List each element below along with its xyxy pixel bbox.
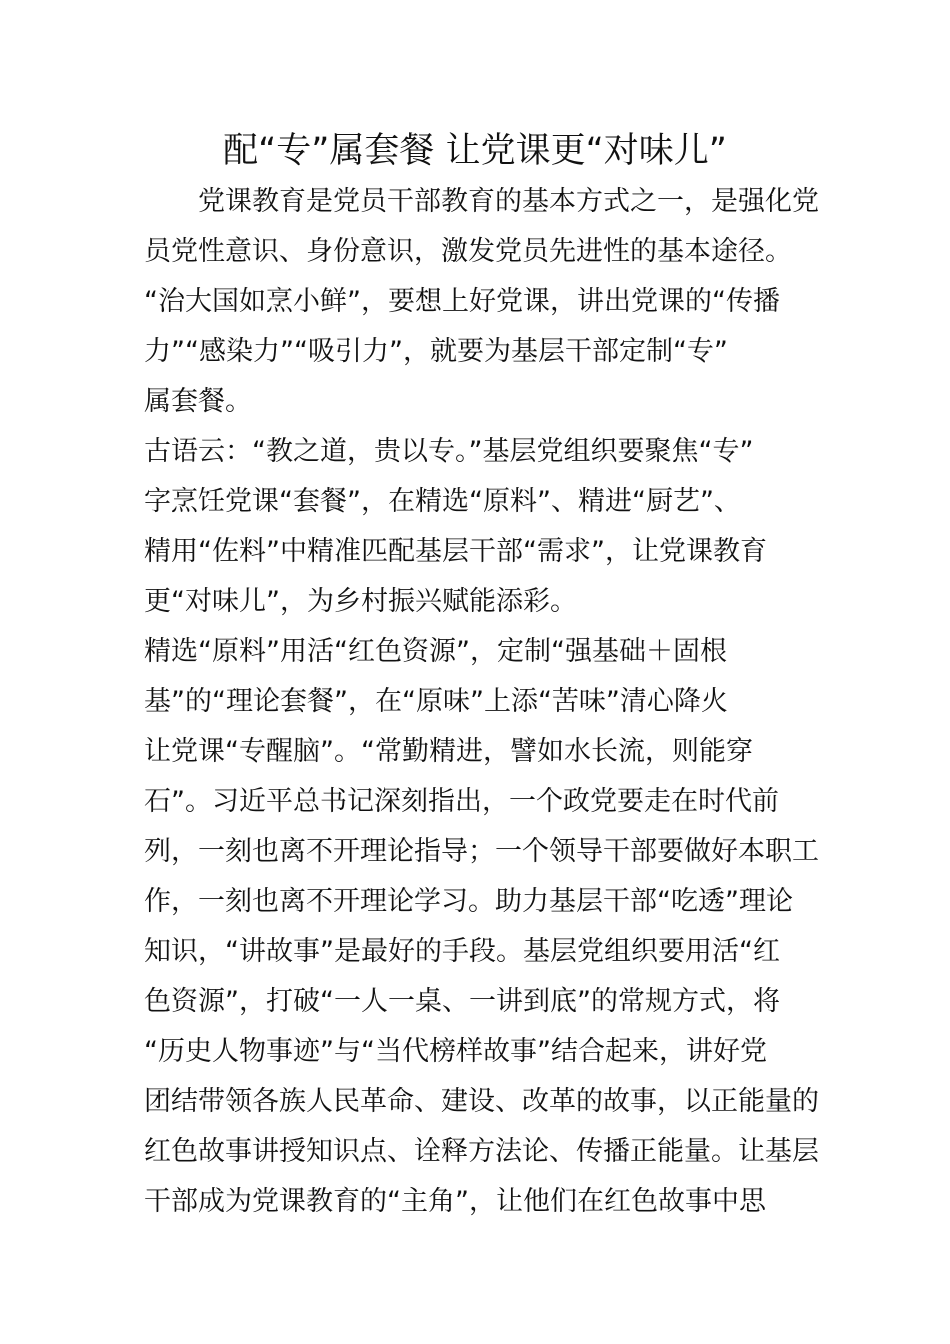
text-line: 属套餐。 [144, 386, 252, 417]
text-line: 团结带领各族人民革命、建设、改革的故事，以正能量的 [144, 1086, 819, 1117]
text-line: 干部成为党课教育的“主角”，让他们在红色故事中思 [144, 1186, 766, 1217]
text-line: 作，一刻也离不开理论学习。助力基层干部“吃透”理论 [144, 886, 793, 917]
text-line: “治大国如烹小鲜”，要想上好党课，讲出党课的“传播 [144, 286, 780, 317]
text-line: 员党性意识、身份意识，激发党员先进性的基本途径。 [144, 236, 792, 267]
text-line: 知识，“讲故事”是最好的手段。基层党组织要用活“红 [144, 936, 780, 967]
text-line: 精选“原料”用活“红色资源”，定制“强基础＋固根 [144, 636, 727, 667]
text-line: 字烹饪党课“套餐”，在精选“原料”、精进“厨艺”、 [144, 486, 741, 517]
text-line: 党课教育是党员干部教育的基本方式之一，是强化党 [144, 186, 819, 217]
text-line: 让党课“专醒脑”。“常勤精进，譬如水长流，则能穿 [144, 736, 753, 767]
text-line: 基”的“理论套餐”，在“原味”上添“苦味”清心降火 [144, 686, 728, 717]
text-line: “历史人物事迹”与“当代榜样故事”结合起来，讲好党 [144, 1036, 767, 1067]
text-line: 石”。习近平总书记深刻指出，一个政党要走在时代前 [144, 786, 779, 817]
text-line: 力”“感染力”“吸引力”，就要为基层干部定制“专” [144, 336, 728, 367]
page-title: 配“专”属套餐 让党课更“对味儿” [223, 131, 727, 171]
text-line: 更“对味儿”，为乡村振兴赋能添彩。 [144, 586, 577, 617]
text-line: 列，一刻也离不开理论指导；一个领导干部要做好本职工 [144, 836, 819, 867]
text-line: 古语云：“教之道，贵以专。”基层党组织要聚焦“专” [144, 436, 754, 467]
text-line: 红色故事讲授知识点、诠释方法论、传播正能量。让基层 [144, 1136, 819, 1167]
text-line: 色资源”，打破“一人一桌、一讲到底”的常规方式，将 [144, 986, 780, 1017]
text-line: 精用“佐料”中精准匹配基层干部“需求”，让党课教育 [144, 536, 767, 567]
